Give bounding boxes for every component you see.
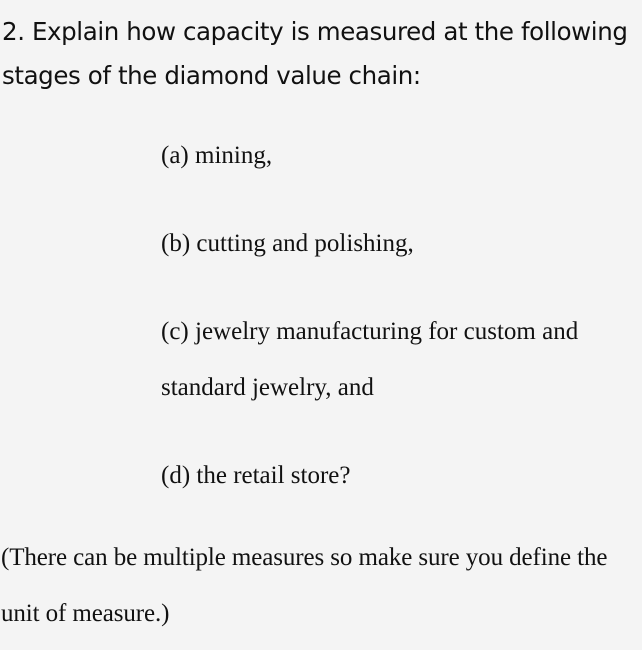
measure-note: (There can be multiple measures so make sure you define the unit of measure.)	[1, 544, 608, 627]
stage-item-retail-store: (d) the retail store?	[161, 462, 351, 489]
question-text: 2. Explain how capacity is measured at the following stages of the diamond value chain:	[2, 17, 628, 90]
stage-item-jewelry-manufacturing: (c) jewelry manufacturing for custom and standard jewelry, and	[161, 318, 579, 401]
stage-item-mining: (a) mining,	[161, 142, 273, 169]
stage-item-cutting-polishing: (b) cutting and polishing,	[161, 230, 414, 257]
